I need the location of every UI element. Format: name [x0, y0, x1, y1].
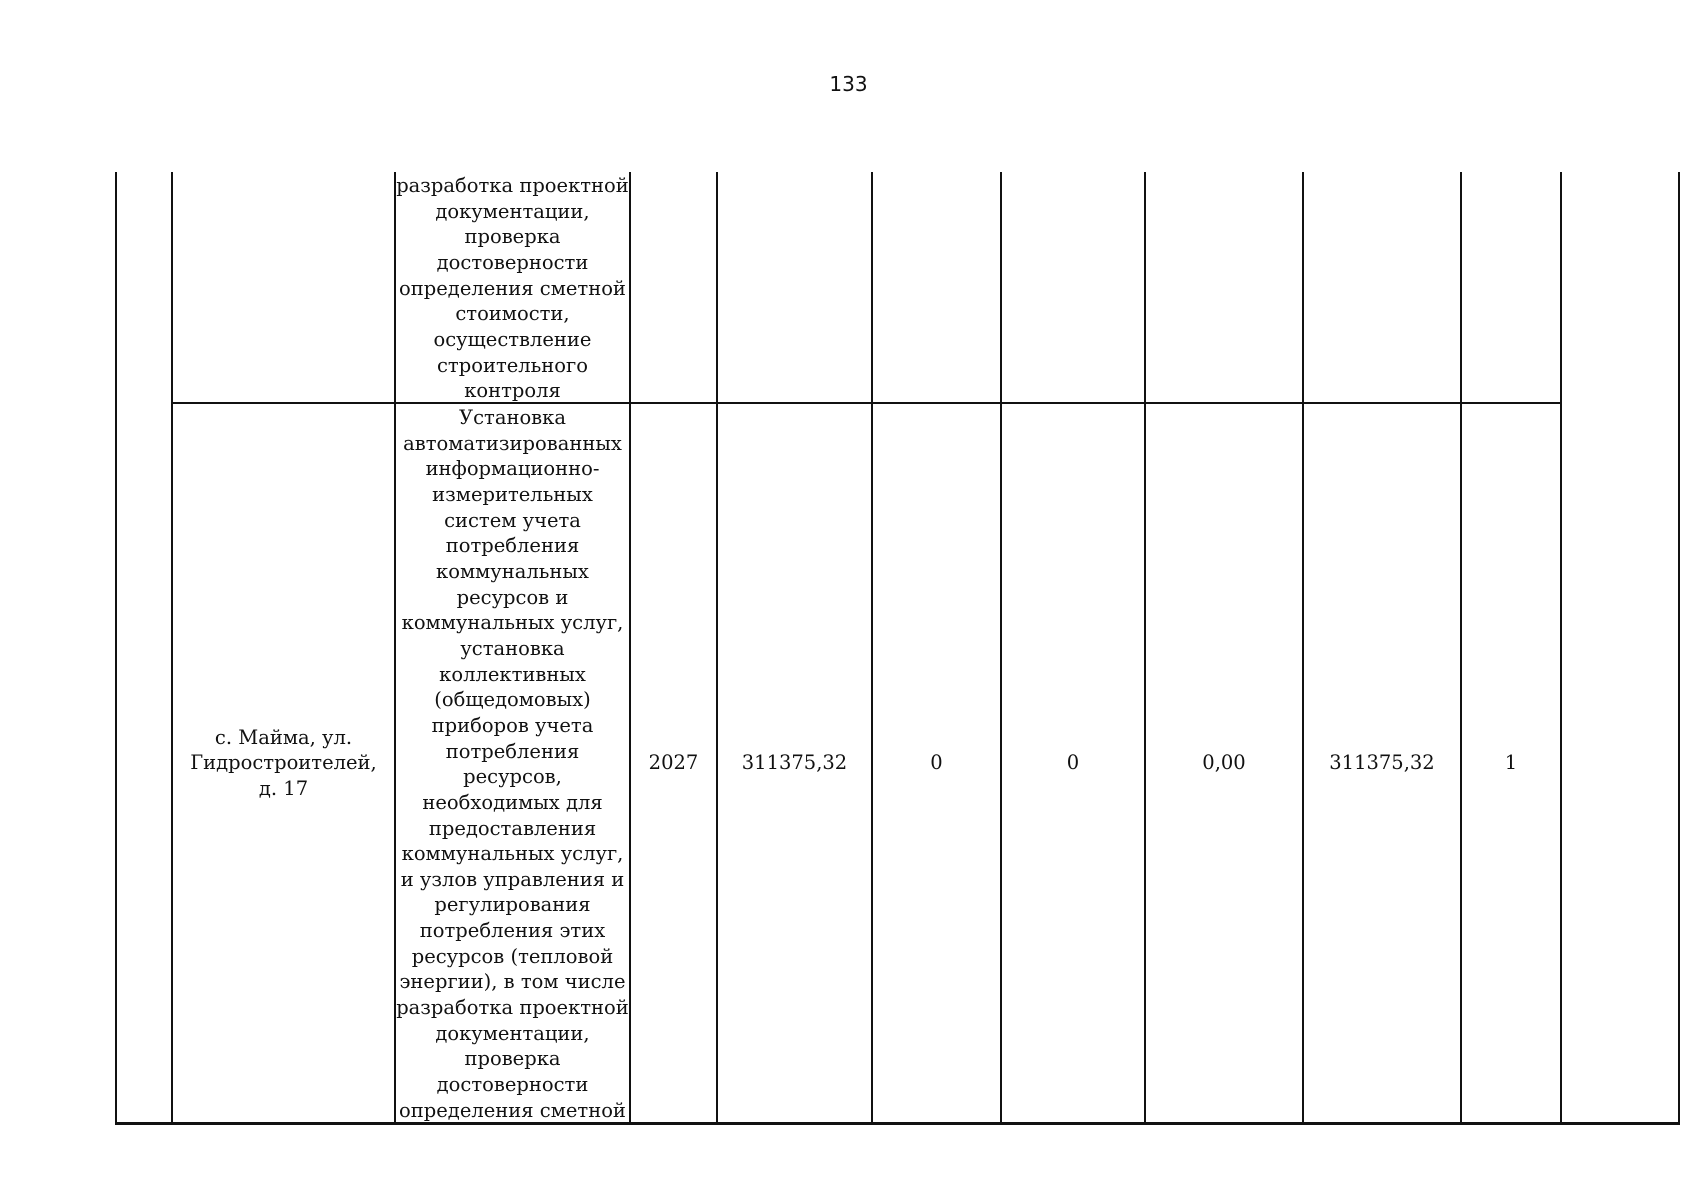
table-border-right [1678, 172, 1680, 1125]
table-border-bottom [115, 1122, 1680, 1125]
value-cell: 0 [930, 751, 943, 775]
count-cell: 1 [1504, 751, 1518, 775]
total-cost-cell: 311375,32 [741, 751, 848, 775]
page-number: 133 [829, 72, 868, 96]
value-cell: 311375,32 [1329, 751, 1435, 775]
column-divider [1560, 172, 1562, 1125]
work-description-cell: Установка автоматизированных информационно- измерительных систем учета потребления коммунальных ресурсов и коммунальных услуг, установка коллективных (общедомовых) приборов учета потребления ресурсов, необходимых для предоставления коммунальных услуг, и узлов управления и регулирования потребления этих ресурсов (тепловой энергии), в том числе разработка проектной документации, проверка достоверности определения сметной [396, 406, 629, 1122]
table-border-left [115, 172, 117, 1125]
top-row-work-description: разработка проектной документации, проверка достоверности определения сметной стоимости, осуществление строительного контроля [396, 174, 629, 402]
value-cell: 0 [1066, 751, 1080, 775]
address-cell: с. Майма, ул. Гидростроителей, д. 17 [190, 725, 377, 800]
value-cell: 0,00 [1202, 751, 1246, 775]
year-cell: 2027 [648, 751, 699, 775]
